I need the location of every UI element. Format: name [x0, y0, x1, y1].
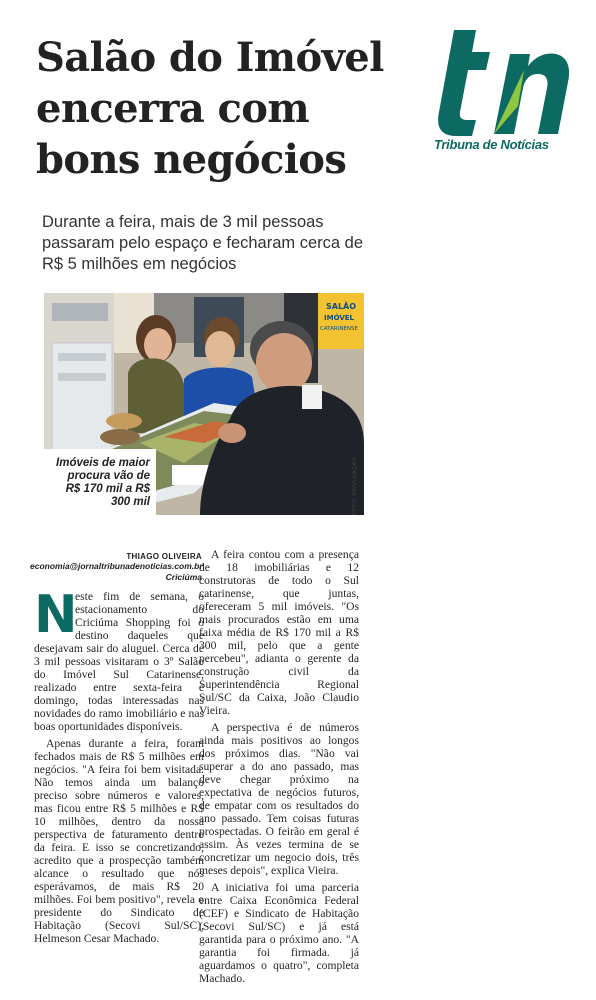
dropcap: N — [34, 585, 78, 645]
byline-author: THIAGO OLIVEIRA — [126, 552, 202, 561]
subheadline: Durante a feira, mais de 3 mil pessoas passaram pelo espaço e fecharam cerca de R$ 5 milhões em negócios — [42, 213, 364, 273]
article-column-1 — [34, 585, 204, 945]
article-column-2 — [199, 548, 359, 985]
headline — [36, 32, 416, 185]
photo-credit: FOTO: DIVULGAÇÃO — [352, 457, 358, 515]
headline-line-2: encerra com — [36, 85, 310, 132]
banner-word-1: SALÃO — [326, 302, 357, 311]
headline-line-3: bons negócios — [36, 136, 347, 183]
headline-line-1: Salão do Imóvel — [36, 34, 384, 81]
byline-city: Criciúma — [165, 572, 202, 582]
paragraph-3: A feira contou com a presença de 18 imobiliárias e 12 construtoras de todo o Sul catarinense, que juntas, ofereceram 5 mil imóveis. "Os mais procurados estão em uma faixa média de R$ 170 mil a R$ 300 mil, pelo que a gente percebeu", adianta o gerente da construção civil da Superintendência Regional Sul/SC da Caixa, João Claudio Vieira. — [199, 548, 359, 717]
paragraph-2: Apenas durante a feira, foram fechados mais de R$ 5 milhões em negócios. "A feira foi bem visitada. Não temos ainda um balanço preciso sobre números e valores, mas ficou entre R$ 5 milhões e R$ 10 milhões, dentro da nossa perspectiva de faturamento dentro da feira. E isso se concretizando, acredito que a prospecção também alcance o resultado que nós esperávamos, de mais R$ 20 milhões. Foi bem positivo", revela o presidente do Sindicato de Habitação (Secovi Sul/SC), Helmeson Cesar Machado. — [34, 737, 204, 945]
byline — [30, 552, 202, 583]
photo-caption: Imóveis de maior procura vão de R$ 170 mil a R$ 300 mil — [44, 449, 156, 515]
brand-name: Tribuna de Notícias — [434, 137, 549, 152]
tn-logo-mark — [432, 26, 572, 138]
paragraph-4: A perspectiva é de números ainda mais positivos ao longos dos próximos dias. "Não vai superar a do ano passado, mas deve chegar próximo na expectativa de negócios futuros, de empatar com os resultados do ano passado. Tem coisas futuras prospectadas. O feirão em geral é assim. Às vezes termina de se concretizar um negocio dois, três meses depois", explica Vieira. — [199, 721, 359, 877]
article-photo — [44, 293, 364, 515]
tribuna-logo — [432, 26, 572, 154]
paragraph-1-text: este fim de semana, o estacionamento do Criciúma Shopping foi o destino daqueles que desejavam sair do aluguel. Cerca de 3 mil pessoas visitaram o 3º Salão do Imóvel Sul Catarinense, realizado entre sexta-feira e domingo, todas interessadas nas novidades do ramo imobiliário e nas boas oportunidades disponíveis. — [34, 590, 204, 733]
byline-email: economia@jornaltribunadenoticias.com.br — [30, 561, 203, 571]
banner-word-2: IMÓVEL — [324, 314, 354, 322]
paragraph-1 — [34, 585, 204, 733]
paragraph-5: A iniciativa foi uma parceria entre Caixa Econômica Federal (CEF) e Sindicato de Habitação (Secovi Sul/SC) e já está garantida para o próximo ano. "A garantia foi firmada. já aguardamos o quatro", completa Machado. — [199, 881, 359, 985]
banner-word-3: CATARINENSE — [320, 326, 358, 332]
